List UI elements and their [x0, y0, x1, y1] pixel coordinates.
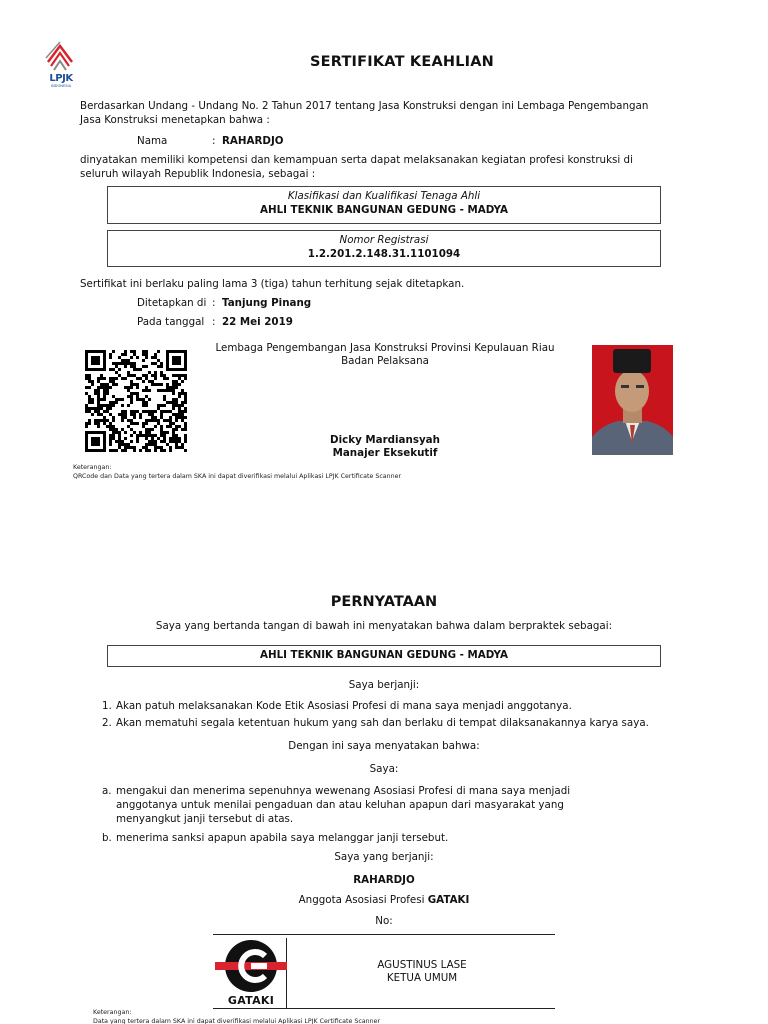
chair-name: AGUSTINUS LASE [377, 959, 467, 971]
promise-heading: Saya berjanji: [348, 679, 420, 691]
classification-box [107, 186, 661, 224]
qr-code-icon [85, 350, 187, 452]
lpjk-logo-text: LPJK [49, 73, 73, 84]
name-value: RAHARDJO [222, 135, 284, 147]
place-label: Ditetapkan di [137, 297, 207, 309]
classification-label: Klasifikasi dan Kualifikasi Tenaga Ahli [287, 190, 481, 202]
closing-text: Saya yang berjanji: [334, 851, 434, 863]
gataki-logo-icon [215, 938, 287, 994]
list-marker: 1. [102, 700, 112, 712]
registration-label: Nomor Registrasi [339, 234, 429, 246]
date-value: 22 Mei 2019 [222, 316, 293, 328]
institution-line2: Badan Pelaksana [341, 355, 429, 367]
certificate-note-label: Keterangan: [73, 464, 112, 471]
signer-title: Manajer Eksekutif [332, 447, 438, 459]
list-item [102, 785, 624, 827]
validity-text: Sertifikat ini berlaku paling lama 3 (tiga) tahun terhitung sejak ditetapkan. [80, 278, 465, 290]
member-name: RAHARDJO [353, 874, 415, 886]
certificate-note-text: QRCode dan Data yang tertera dalam SKA ini dapat diverifikasi melalui Aplikasi LPJK Certificate Scanner [73, 473, 402, 480]
institution-line1: Lembaga Pengembangan Jasa Konstruksi Provinsi Kepulauan Riau [215, 342, 555, 354]
certificate-declared: dinyatakan memiliki kompetensi dan kemampuan serta dapat melaksanakan kegiatan profesi konstruksi di seluruh wilayah Republik Indonesia, sebagai : [80, 154, 633, 180]
list-text: Akan mematuhi segala ketentuan hukum yang sah dan berlaku di tempat dilaksanakannya karya saya. [116, 717, 649, 729]
qr-code [85, 350, 187, 452]
member-of-label: Anggota Asosiasi Profesi [298, 894, 425, 906]
association-signature-box [213, 934, 555, 1009]
chair-title: KETUA UMUM [386, 972, 458, 984]
association-name: GATAKI [427, 894, 470, 906]
holder-photo [592, 345, 673, 455]
list-item [102, 700, 662, 717]
place-value: Tanjung Pinang [222, 297, 312, 309]
list-marker: 2. [102, 717, 112, 729]
promise-list [102, 700, 662, 734]
person-photo-icon [592, 345, 673, 455]
list-marker: a. [102, 785, 112, 797]
statement-intro: Saya yang bertanda tangan di bawah ini menyatakan bahwa dalam berpraktek sebagai: [155, 620, 613, 632]
registration-box [107, 230, 661, 267]
date-label: Pada tanggal [137, 316, 205, 328]
statement-title: PERNYATAAN [330, 594, 438, 610]
profession-box [107, 645, 661, 667]
number-label: No: [375, 915, 393, 927]
registration-value: 1.2.201.2.148.31.1101094 [307, 247, 461, 260]
list-text: menerima sanksi apapun apabila saya melanggar janji tersebut. [116, 831, 449, 844]
member-of-line [0, 894, 768, 908]
statement-note-text: Data yang tertera dalam SKA ini dapat diverifikasi melalui Aplikasi LPJK Certificate Scanner [93, 1018, 381, 1024]
gataki-logo [215, 938, 287, 1008]
place-row [137, 297, 537, 311]
list-item [102, 832, 624, 846]
date-colon: : [212, 316, 216, 328]
name-label: Nama [137, 135, 168, 147]
name-colon: : [212, 135, 216, 147]
certificate-title: SERTIFIKAT KEAHLIAN [309, 54, 494, 70]
list-text: mengakui dan menerima sepenuhnya wewenang Asosiasi Profesi di mana saya menjadi anggotanya untuk menilai pengaduan dan atau keluhan apapun dari masyarakat yang menyangkut janji tersebut di atas. [116, 785, 571, 825]
list-item [102, 717, 662, 734]
list-text: Akan patuh melaksanakan Kode Etik Asosiasi Profesi di mana saya menjadi anggotanya. [116, 700, 572, 712]
gataki-logo-text: GATAKI [227, 994, 275, 1007]
profession-value: AHLI TEKNIK BANGUNAN GEDUNG - MADYA [259, 649, 508, 661]
declaration-list [102, 785, 624, 846]
declare-sub: Saya: [369, 763, 399, 775]
classification-value: AHLI TEKNIK BANGUNAN GEDUNG - MADYA [259, 203, 508, 216]
list-marker: b. [102, 831, 112, 844]
place-colon: : [212, 297, 216, 309]
date-row [137, 316, 537, 330]
declare-heading: Dengan ini saya menyatakan bahwa: [288, 740, 480, 752]
signer-name: Dicky Mardiansyah [330, 434, 440, 446]
statement-note-label: Keterangan: [93, 1009, 132, 1016]
name-row [137, 135, 537, 149]
certificate-intro: Berdasarkan Undang - Undang No. 2 Tahun 2017 tentang Jasa Konstruksi dengan ini Lembaga Pengembangan Jasa Konstruksi menetapkan bahwa : [80, 100, 649, 126]
lpjk-logo-subtext: INDONESIA [50, 84, 72, 88]
